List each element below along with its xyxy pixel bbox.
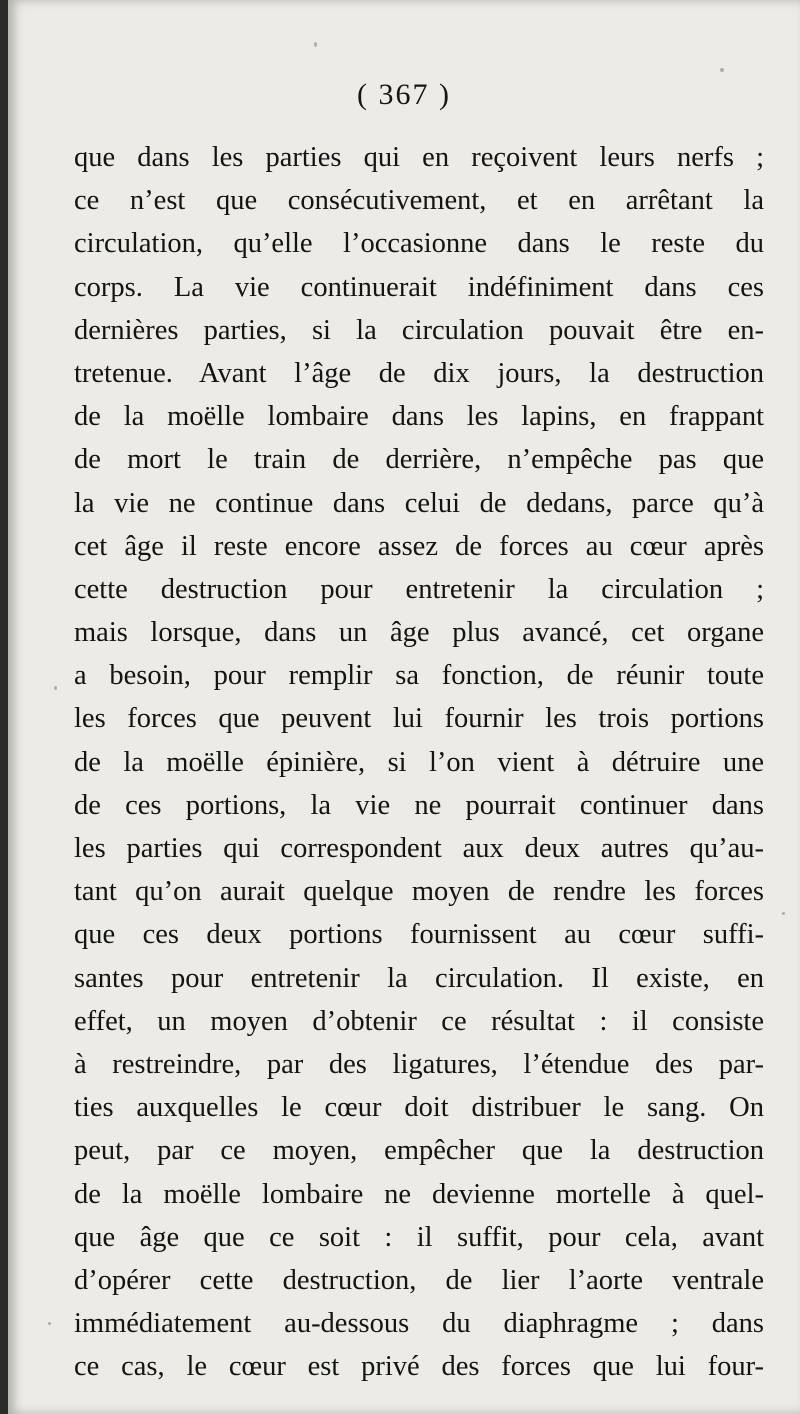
text-line: corps. La vie continuerait indéfiniment dans ces [74, 271, 764, 303]
text-line: santes pour entretenir la circulation. Il existe, en [74, 962, 764, 994]
text-line: effet, un moyen d’obtenir ce résultat : il consiste [74, 1005, 764, 1037]
paper-speck [314, 42, 317, 47]
text-line: que âge que ce soit : il suffit, pour cela, avant [74, 1221, 764, 1253]
text-line: ties auxquelles le cœur doit distribuer le sang. On [74, 1092, 764, 1124]
text-line: tant qu’on aurait quelque moyen de rendre les forces [74, 876, 764, 908]
text-line: circulation, qu’elle l’occasionne dans le reste du [74, 228, 764, 260]
text-line: que ces deux portions fournissent au cœur suffi- [74, 919, 764, 951]
text-line: de mort le train de derrière, n’empêche pas que [74, 444, 764, 476]
text-line: cette destruction pour entretenir la circulation ; [74, 573, 764, 605]
text-line: immédiatement au-dessous du diaphragme ; dans [74, 1308, 764, 1340]
book-page [8, 0, 800, 1414]
text-line: de la moëlle lombaire ne devienne mortelle à quel- [74, 1178, 764, 1210]
paper-speck [782, 912, 785, 915]
text-line: peut, par ce moyen, empêcher que la destruction [74, 1135, 764, 1167]
text-line: ce cas, le cœur est privé des forces que lui four- [74, 1351, 764, 1383]
text-line: la vie ne continue dans celui de dedans, parce qu’à [74, 487, 764, 519]
text-line: les forces que peuvent lui fournir les trois portions [74, 703, 764, 735]
text-line: de ces portions, la vie ne pourrait continuer dans [74, 789, 764, 821]
page-number: ( 367 ) [357, 78, 451, 111]
text-line: tretenue. Avant l’âge de dix jours, la destruction [74, 357, 764, 389]
text-line: les parties qui correspondent aux deux autres qu’au- [74, 833, 764, 864]
text-line: d’opérer cette destruction, de lier l’aorte ventrale [74, 1264, 764, 1296]
text-line: ce n’est que consécutivement, et en arrêtant la [74, 185, 764, 217]
text-line: cet âge il reste encore assez de forces au cœur après [74, 530, 764, 562]
paper-speck [54, 686, 57, 690]
text-line: de la moëlle lombaire dans les lapins, en frappant [74, 401, 764, 433]
text-line: a besoin, pour remplir sa fonction, de réunir toute [74, 660, 764, 692]
text-line: mais lorsque, dans un âge plus avancé, cet organe [74, 617, 764, 649]
text-line: dernières parties, si la circulation pouvait être en- [74, 314, 764, 346]
text-line: que dans les parties qui en reçoivent leurs nerfs ; [74, 142, 764, 173]
text-line: de la moëlle épinière, si l’on vient à détruire une [74, 746, 764, 778]
text-line: à restreindre, par des ligatures, l’étendue des par- [74, 1048, 764, 1080]
paper-speck [720, 68, 724, 72]
paper-speck [48, 1322, 51, 1325]
body-text [74, 136, 764, 1388]
